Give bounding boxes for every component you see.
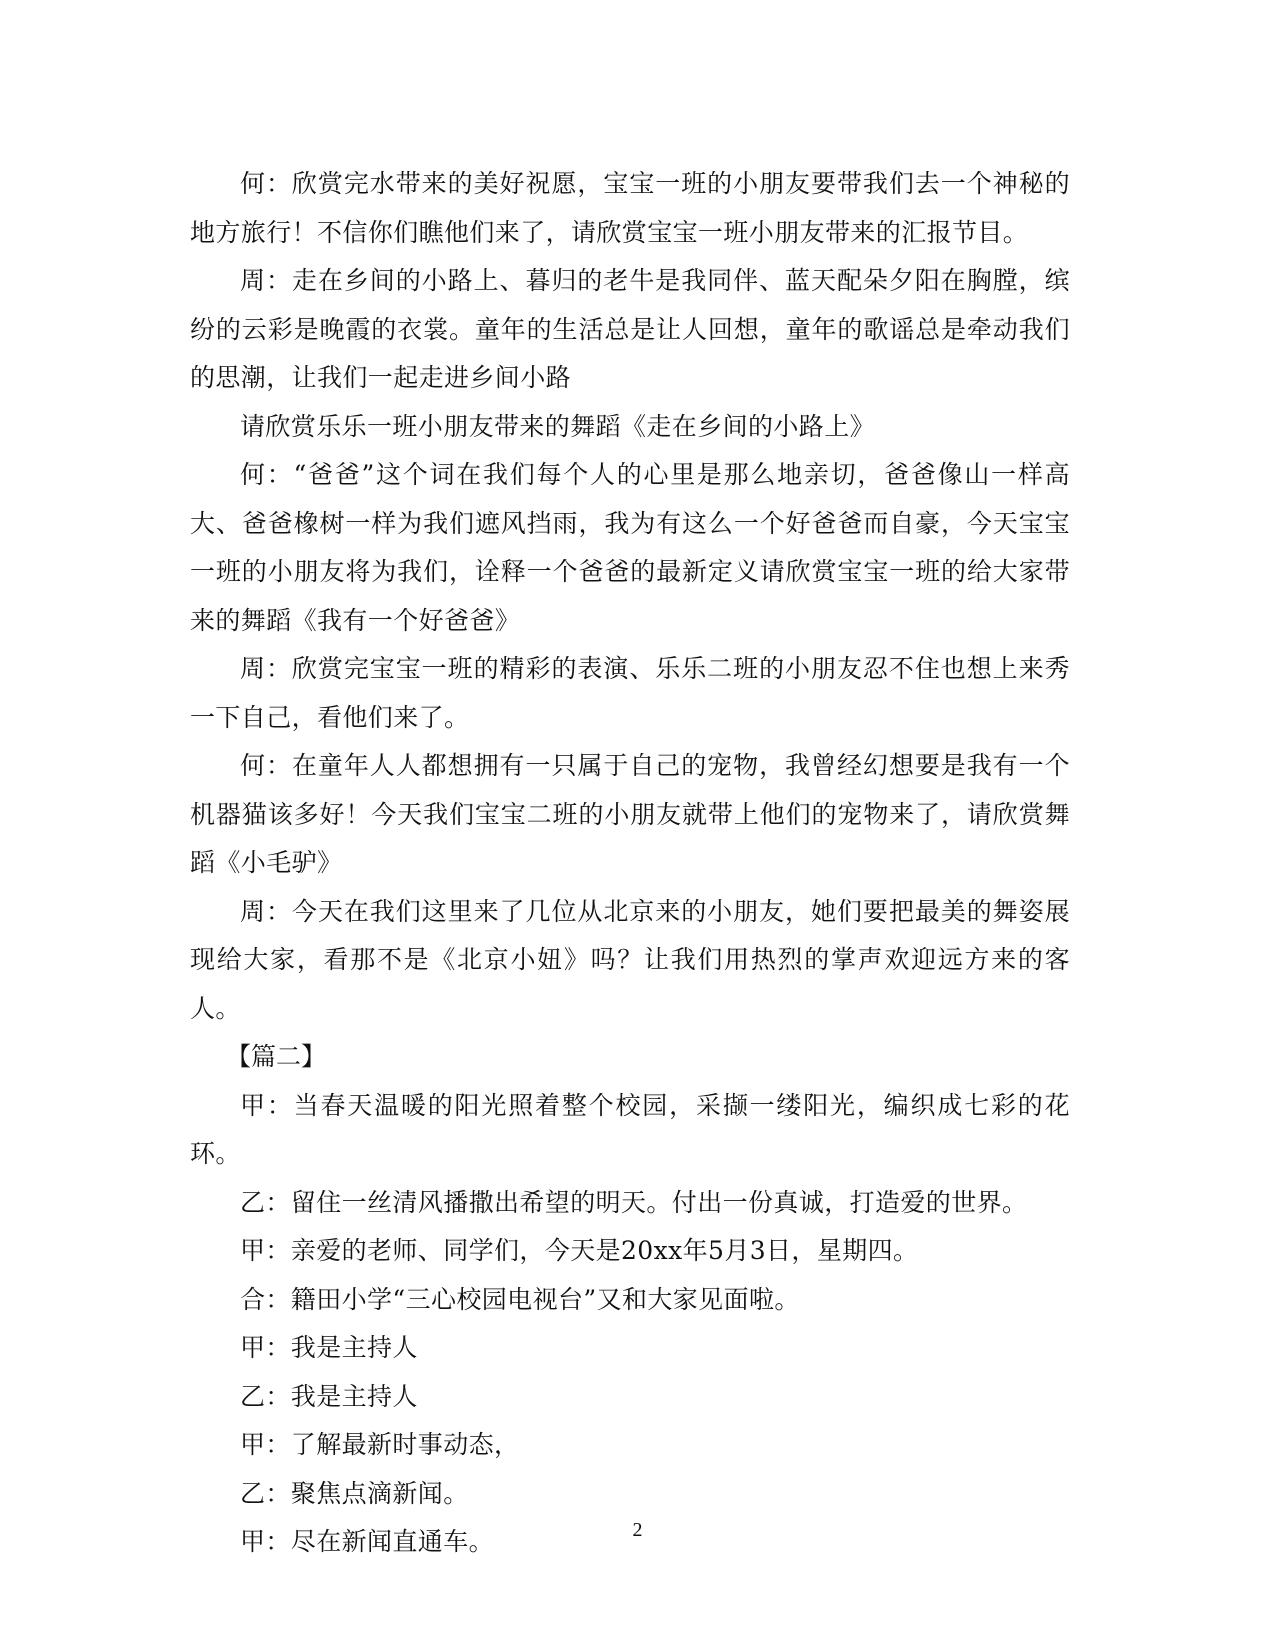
paragraph: 何：在童年人人都想拥有一只属于自己的宠物，我曾经幻想要是我有一个机器猫该多好！今天我们宝宝二班的小朋友就带上他们的宠物来了，请欣赏舞蹈《小毛驴》: [190, 751, 1070, 877]
page-number: 2: [632, 1519, 643, 1541]
paragraph: 周：欣赏完宝宝一班的精彩的表演、乐乐二班的小朋友忍不住也想上来秀一下自己，看他们来了。: [190, 654, 1070, 732]
script-line: 乙：聚焦点滴新闻。: [240, 1478, 469, 1508]
script-line: 乙：留住一丝清风播撒出希望的明天。付出一份真诚，打造爱的世界。: [240, 1187, 1028, 1217]
script-line: 甲：尽在新闻直通车。: [240, 1527, 495, 1556]
paragraph: 请欣赏乐乐一班小朋友带来的舞蹈《走在乡间的小路上》: [240, 411, 876, 441]
section-heading: 【篇二】: [226, 1042, 327, 1071]
paragraph: 周：今天在我们这里来了几位从北京来的小朋友，她们要把最美的舞姿展现给大家，看那不是《北京小妞》吗？让我们用热烈的掌声欢迎远方来的客人。: [190, 896, 1070, 1023]
paragraph: 何：“爸爸”这个词在我们每个人的心里是那么地亲切，爸爸像山一样高大、爸爸橡树一样为我们遮风挡雨，我为有这么一个好爸爸而自豪，今天宝宝一班的小朋友将为我们，诠释一个爸爸的最新定义请欣赏宝宝一班的给大家带来的舞蹈《我有一个好爸爸》: [190, 460, 1070, 635]
document-body: [190, 160, 1070, 1567]
paragraph: 周：走在乡间的小路上、暮归的老牛是我同伴、蓝天配朵夕阳在胸膛，缤纷的云彩是晚霞的衣裳。童年的生活总是让人回想，童年的歌谣总是牵动我们的思潮，让我们一起走进乡间小路: [190, 266, 1070, 392]
script-line: 乙：我是主持人: [240, 1381, 418, 1411]
script-line: 合：籍田小学“三心校园电视台”又和大家见面啦。: [240, 1284, 800, 1314]
script-line: 甲：了解最新时事动态，: [240, 1430, 520, 1459]
script-line: 甲：亲爱的老师、同学们，今天是20xx年5月3日，星期四。: [240, 1236, 919, 1265]
paragraph: 何：欣赏完水带来的美好祝愿，宝宝一班的小朋友要带我们去一个神秘的地方旅行！不信你们瞧他们来了，请欣赏宝宝一班小朋友带来的汇报节目。: [190, 169, 1070, 247]
script-line: 甲：我是主持人: [240, 1333, 418, 1362]
script-line: 甲：当春天温暖的阳光照着整个校园，采撷一缕阳光，编织成七彩的花环。: [190, 1090, 1070, 1168]
